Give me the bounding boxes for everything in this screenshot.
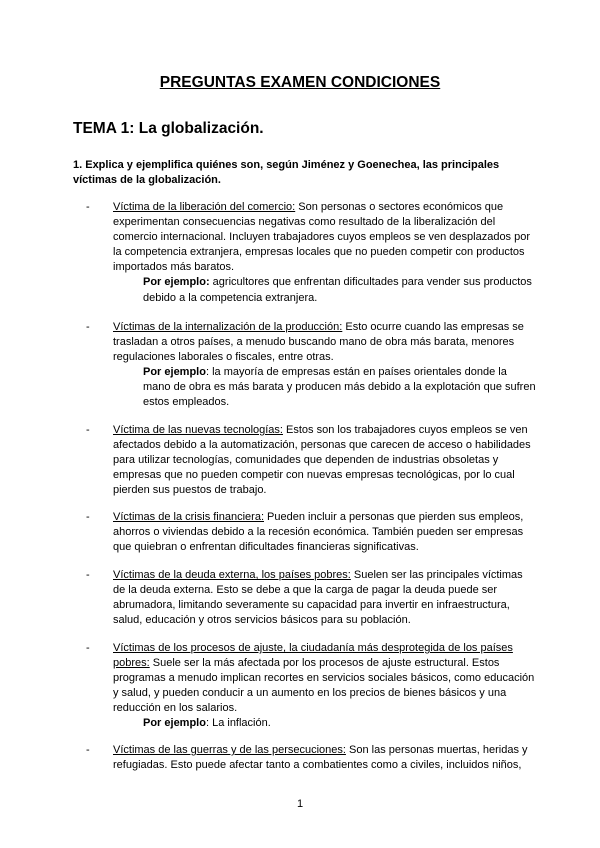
example-text: : la mayoría de empresas están en países orientales donde la mano de obra es más barata y producen más debido a la explotación que sufren estos empleados. bbox=[143, 366, 536, 409]
list-bullet: - bbox=[86, 424, 90, 436]
list-item bbox=[86, 641, 536, 732]
section-heading: TEMA 1: La globalización. bbox=[73, 120, 264, 137]
list-item bbox=[86, 568, 536, 628]
item-heading: Víctimas de la internalización de la producción: bbox=[113, 321, 343, 333]
item-heading: Víctimas de la deuda externa, los países pobres: bbox=[113, 569, 351, 581]
example-label: Por ejemplo bbox=[143, 366, 206, 379]
item-heading: Víctimas de los procesos de ajuste, la ciudadanía más desprotegida de los países pobres: bbox=[113, 642, 513, 670]
item-heading: Víctima de las nuevas tecnologías: bbox=[113, 424, 283, 436]
example-text: : La inflación. bbox=[205, 717, 271, 730]
list-item bbox=[86, 320, 536, 411]
list-bullet: - bbox=[86, 321, 90, 333]
list-item bbox=[86, 510, 536, 555]
list-bullet: - bbox=[86, 201, 90, 213]
list-item bbox=[86, 423, 536, 498]
item-body: Estos son los trabajadores cuyos empleos se ven afectados debido a la automatización, personas que carecen de acceso o habilidades para utilizar tecnologías, comunidades que dependen de industrias obsoletas y empresas que no pueden competir con nuevas empresas tecnológicas, por lo cual pierden sus puestos de trabajo. bbox=[113, 424, 531, 497]
document-title: PREGUNTAS EXAMEN CONDICIONES bbox=[159, 74, 441, 91]
list-bullet: - bbox=[86, 744, 90, 756]
item-heading: Víctimas de las guerras y de las persecuciones: bbox=[113, 744, 346, 756]
list-bullet: - bbox=[86, 642, 90, 654]
example-text: agricultores que enfrentan dificultades para vender sus productos debido a la competencia extranjera. bbox=[143, 276, 532, 304]
item-body: Son personas o sectores económicos que experimentan consecuencias negativas como resultado de la liberalización del comercio internacional. Incluyen trabajadores cuyos empleos se ven desplazados por la competencia extranjera, empresas locales que no pueden competir con productos importados más baratos. bbox=[113, 201, 531, 274]
list-item bbox=[86, 743, 536, 773]
page-number: 1 bbox=[296, 798, 304, 810]
example-label: Por ejemplo: bbox=[143, 276, 210, 289]
item-heading: Víctimas de la crisis financiera: bbox=[113, 511, 264, 523]
item-body: Son las personas muertas, heridas y refugiadas. Esto puede afectar tanto a combatientes como a civiles, incluidos niños, bbox=[113, 744, 528, 772]
item-body: Suelen ser las principales víctimas de la deuda externa. Esto se debe a que la carga de pagar la deuda puede ser abrumadora, limitando severamente su capacidad para invertir en infraestructura, salud, educación y otros servicios básicos para su población. bbox=[113, 569, 523, 627]
question-text: 1. Explica y ejemplifica quiénes son, según Jiménez y Goenechea, las principales víctimas de la globalización. bbox=[73, 159, 500, 186]
item-heading: Víctima de la liberación del comercio: bbox=[113, 201, 296, 213]
list-bullet: - bbox=[86, 511, 90, 523]
list-item bbox=[86, 200, 536, 306]
list-bullet: - bbox=[86, 569, 90, 581]
example-label: Por ejemplo bbox=[143, 717, 206, 730]
item-body: Pueden incluir a personas que pierden sus empleos, ahorros o viviendas debido a la recesión económica. También pueden ser empresas que quiebran o enfrentan dificultades financieras significativas. bbox=[113, 511, 524, 554]
item-body: Suele ser la más afectada por los procesos de ajuste estructural. Estos programas a menudo implican recortes en servicios sociales básicos, como educación y salud, y pueden conducir a un aumento en los precios de bienes básicos y una reducción en los salarios. bbox=[113, 657, 535, 715]
item-body: Esto ocurre cuando las empresas se trasladan a otros países, a menudo buscando mano de obra más barata, menores regulaciones laborales o fiscales, entre otras. bbox=[113, 321, 524, 364]
